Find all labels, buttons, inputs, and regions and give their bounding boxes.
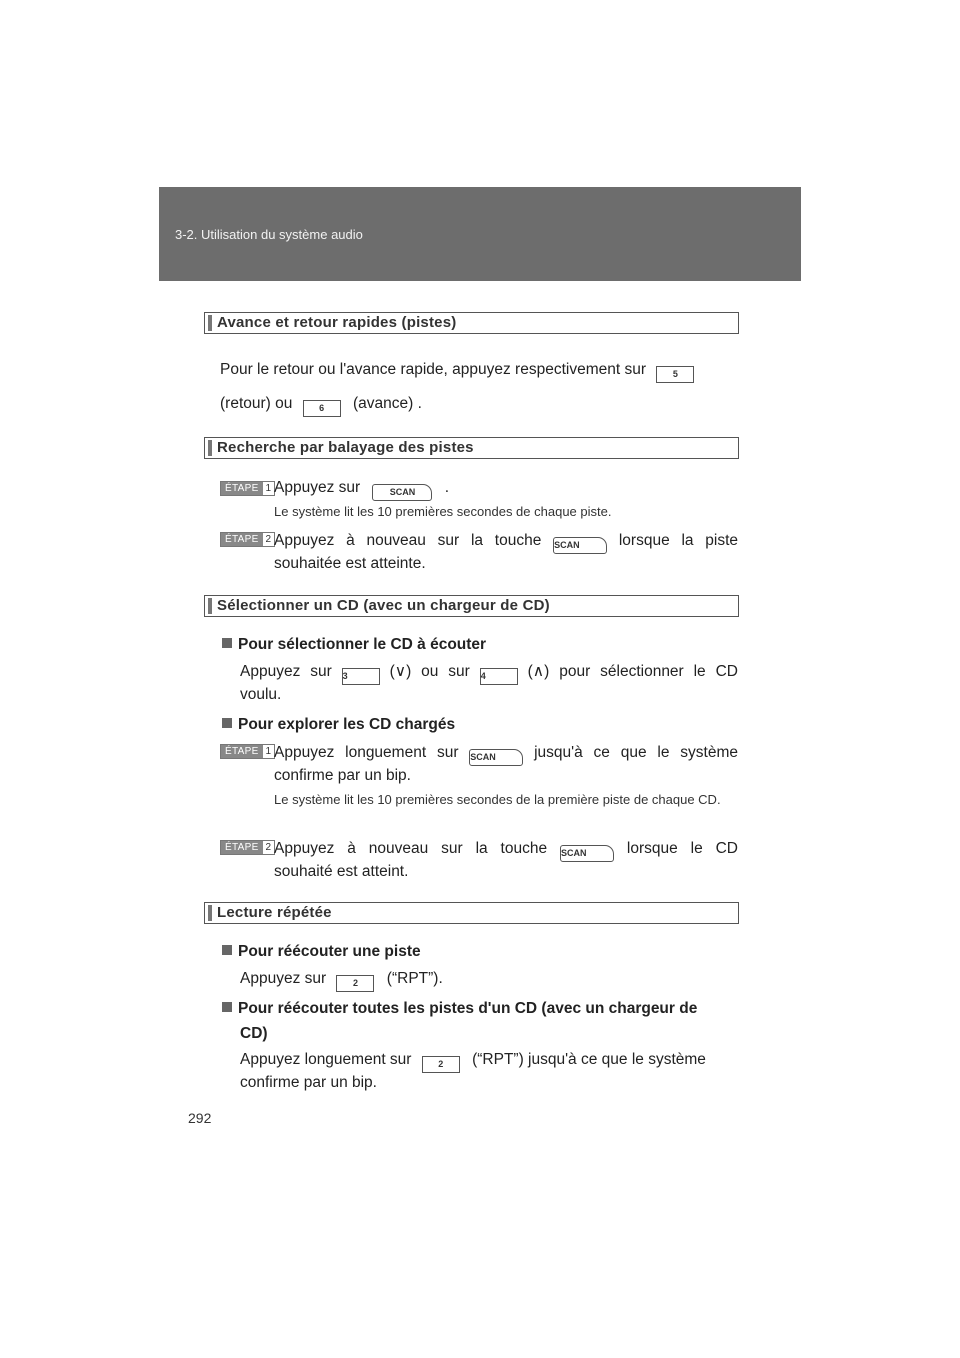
button-5-icon: 5 <box>656 366 694 383</box>
cd-subheading-explore: Pour explorer les CD chargés <box>222 716 455 734</box>
button-2-icon: 2 <box>336 975 374 992</box>
button-3-icon: 3 <box>342 668 380 685</box>
cd-step2-text: Appuyez à nouveau sur la touche SCAN lorsque le CD <box>274 837 738 862</box>
fast-forward-text: Pour le retour ou l'avance rapide, appuyez respectivement sur 5 <box>220 358 694 383</box>
fast-forward-text-2: (retour) ou 6 (avance) . <box>220 392 422 417</box>
section-title-scan: Recherche par balayage des pistes <box>204 437 739 459</box>
section-title-repeat: Lecture répétée <box>204 902 739 924</box>
chapter-header <box>159 187 801 281</box>
cd-subheading-select: Pour sélectionner le CD à écouter <box>222 636 486 654</box>
button-4-icon: 4 <box>480 668 518 685</box>
scan-step1-note: Le système lit les 10 premières secondes de chaque piste. <box>274 504 612 519</box>
repeat-subheading-track: Pour réécouter une piste <box>222 943 421 961</box>
scan-step2-text-2: souhaitée est atteinte. <box>274 555 426 572</box>
repeat-cd-text: Appuyez longuement sur 2 (“RPT”) jusqu'à ce que le système <box>240 1048 706 1073</box>
page-number: 292 <box>188 1110 212 1126</box>
scan-button-icon: SCAN <box>560 845 614 862</box>
cd-step1-note: Le système lit les 10 premières secondes de la première piste de chaque CD. <box>274 792 721 807</box>
bullet-square-icon <box>222 718 232 728</box>
section-title-cd: Sélectionner un CD (avec un chargeur de CD) <box>204 595 739 617</box>
breadcrumb: 3-2. Utilisation du système audio <box>175 227 363 242</box>
repeat-cd-text-2: confirme par un bip. <box>240 1074 377 1091</box>
repeat-subheading-cd-2: CD) <box>240 1025 268 1042</box>
step-badge-2: ÉTAPE 2 <box>220 840 275 855</box>
cd-select-text: Appuyez sur 3 (∨) ou sur 4 (∧) pour sélectionner le CD <box>240 660 738 685</box>
repeat-subheading-cd: Pour réécouter toutes les pistes d'un CD (avec un chargeur de <box>222 1000 697 1018</box>
button-6-icon: 6 <box>303 400 341 417</box>
cd-step2-text-2: souhaité est atteint. <box>274 863 409 880</box>
cd-step1-text-2: confirme par un bip. <box>274 767 411 784</box>
cd-step1-text: Appuyez longuement sur SCAN jusqu'à ce que le système <box>274 741 738 766</box>
bullet-square-icon <box>222 1002 232 1012</box>
scan-button-icon: SCAN <box>469 749 523 766</box>
scan-button-icon: SCAN <box>372 484 432 501</box>
cd-select-text-2: voulu. <box>240 686 282 703</box>
step-badge-2: ÉTAPE 2 <box>220 532 275 547</box>
bullet-square-icon <box>222 945 232 955</box>
scan-button-icon: SCAN <box>553 537 607 554</box>
scan-step1-text: Appuyez sur SCAN . <box>274 476 449 501</box>
section-title-fast-forward: Avance et retour rapides (pistes) <box>204 312 739 334</box>
button-2-icon: 2 <box>422 1056 460 1073</box>
bullet-square-icon <box>222 638 232 648</box>
repeat-track-text: Appuyez sur 2 (“RPT”). <box>240 967 443 992</box>
step-badge-1: ÉTAPE 1 <box>220 481 275 496</box>
scan-step2-text: Appuyez à nouveau sur la touche SCAN lorsque la piste <box>274 529 738 554</box>
step-badge-1: ÉTAPE 1 <box>220 744 275 759</box>
